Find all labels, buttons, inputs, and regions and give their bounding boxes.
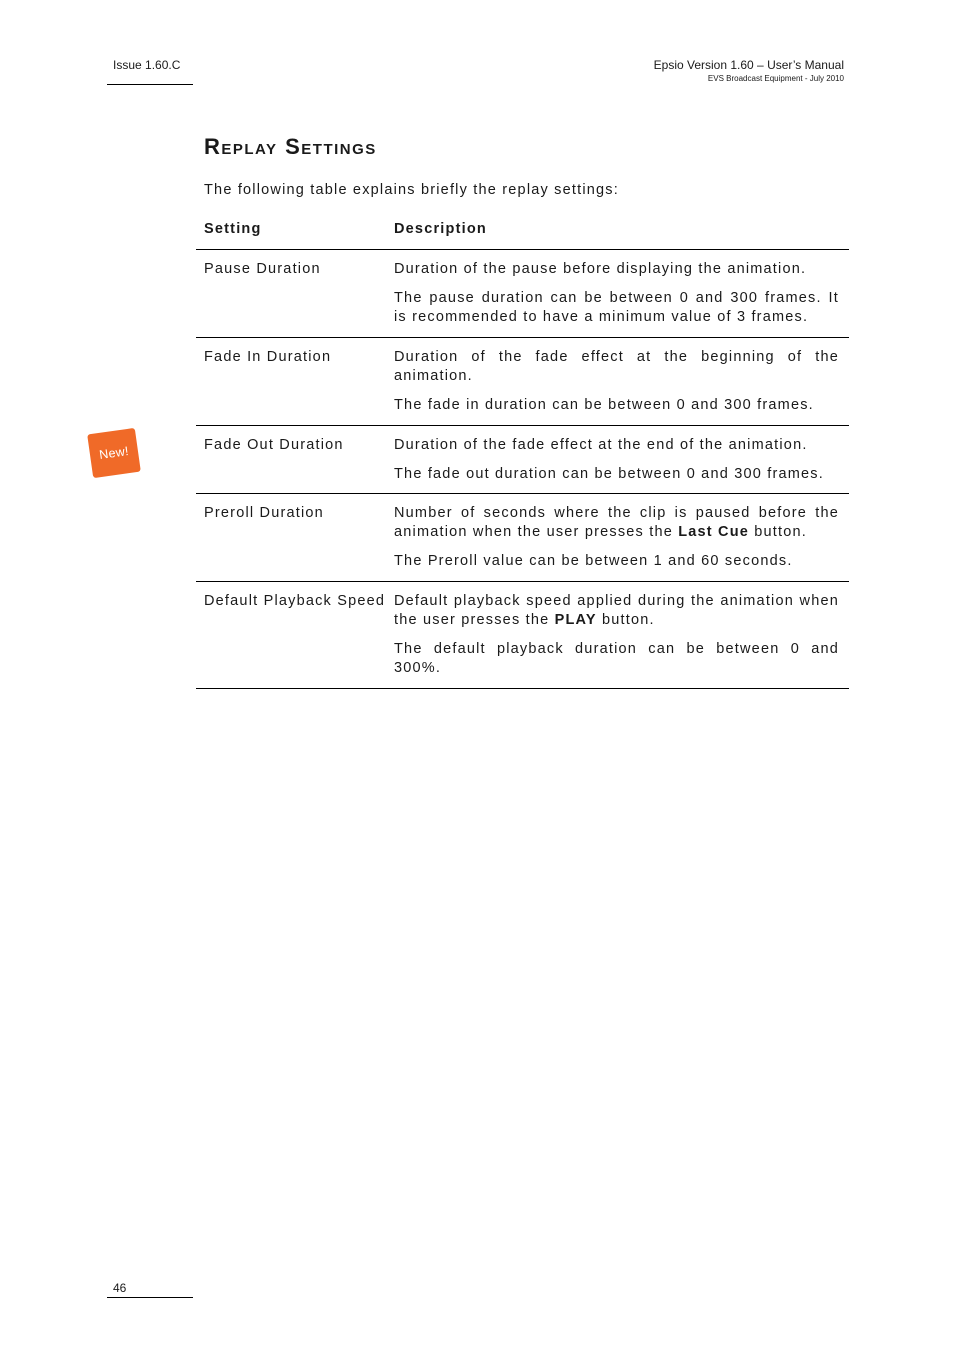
setting-description (386, 494, 849, 581)
header-description: Description (394, 221, 487, 237)
new-badge-label: New! (98, 444, 130, 462)
description-paragraph: The default playback duration can be between 0 and 300%. (394, 641, 839, 676)
setting-description (386, 426, 849, 493)
new-badge (87, 428, 141, 478)
table-row (196, 426, 849, 494)
description-paragraph: Duration of the fade effect at the end of the animation. (394, 437, 808, 453)
footer-rule (107, 1297, 193, 1298)
table-row (196, 250, 849, 338)
table-row (196, 494, 849, 582)
description-text: button. (596, 612, 655, 628)
description-paragraph (394, 592, 839, 630)
description-paragraph (394, 504, 839, 542)
header-left-rule (107, 84, 193, 85)
table-row (196, 338, 849, 426)
table-row (196, 582, 849, 689)
setting-name: Fade In Duration (204, 349, 332, 365)
description-paragraph: The fade out duration can be between 0 and 300 frames. (394, 466, 824, 482)
description-text: Number of seconds where the clip is paused before the animation when the user presses the (394, 505, 839, 540)
publisher-line: EVS Broadcast Equipment - July 2010 (707, 74, 844, 83)
settings-table (196, 218, 849, 689)
description-paragraph: The pause duration can be between 0 and 300 frames. It is recommended to have a minimum value of 3 frames. (394, 290, 839, 325)
setting-name: Pause Duration (204, 261, 321, 277)
ui-label-play: PLAY (554, 612, 597, 628)
header-right (654, 58, 844, 84)
description-paragraph: The Preroll value can be between 1 and 60 seconds. (394, 553, 793, 569)
section-title: Replay Settings (204, 134, 377, 159)
description-text: button. (749, 524, 808, 540)
description-paragraph: Duration of the pause before displaying the animation. (394, 261, 807, 277)
page-number: 46 (113, 1281, 127, 1295)
ui-label-last-cue: Last Cue (678, 524, 750, 540)
setting-name: Preroll Duration (204, 505, 324, 521)
setting-name: Default Playback Speed (204, 593, 386, 609)
setting-description (386, 582, 849, 688)
intro-text: The following table explains briefly the replay settings: (204, 182, 619, 198)
header-issue: Issue 1.60.C (113, 58, 181, 72)
setting-description (386, 338, 849, 425)
setting-name: Fade Out Duration (204, 437, 344, 453)
setting-description (386, 250, 849, 337)
description-text: Default playback speed applied during the animation when the user presses the (394, 593, 839, 628)
description-paragraph: Duration of the fade effect at the beginning of the animation. (394, 349, 839, 384)
description-paragraph: The fade in duration can be between 0 and 300 frames. (394, 397, 814, 413)
header-setting: Setting (204, 221, 262, 237)
table-header (196, 218, 849, 250)
manual-title: Epsio Version 1.60 – User’s Manual (653, 58, 844, 72)
